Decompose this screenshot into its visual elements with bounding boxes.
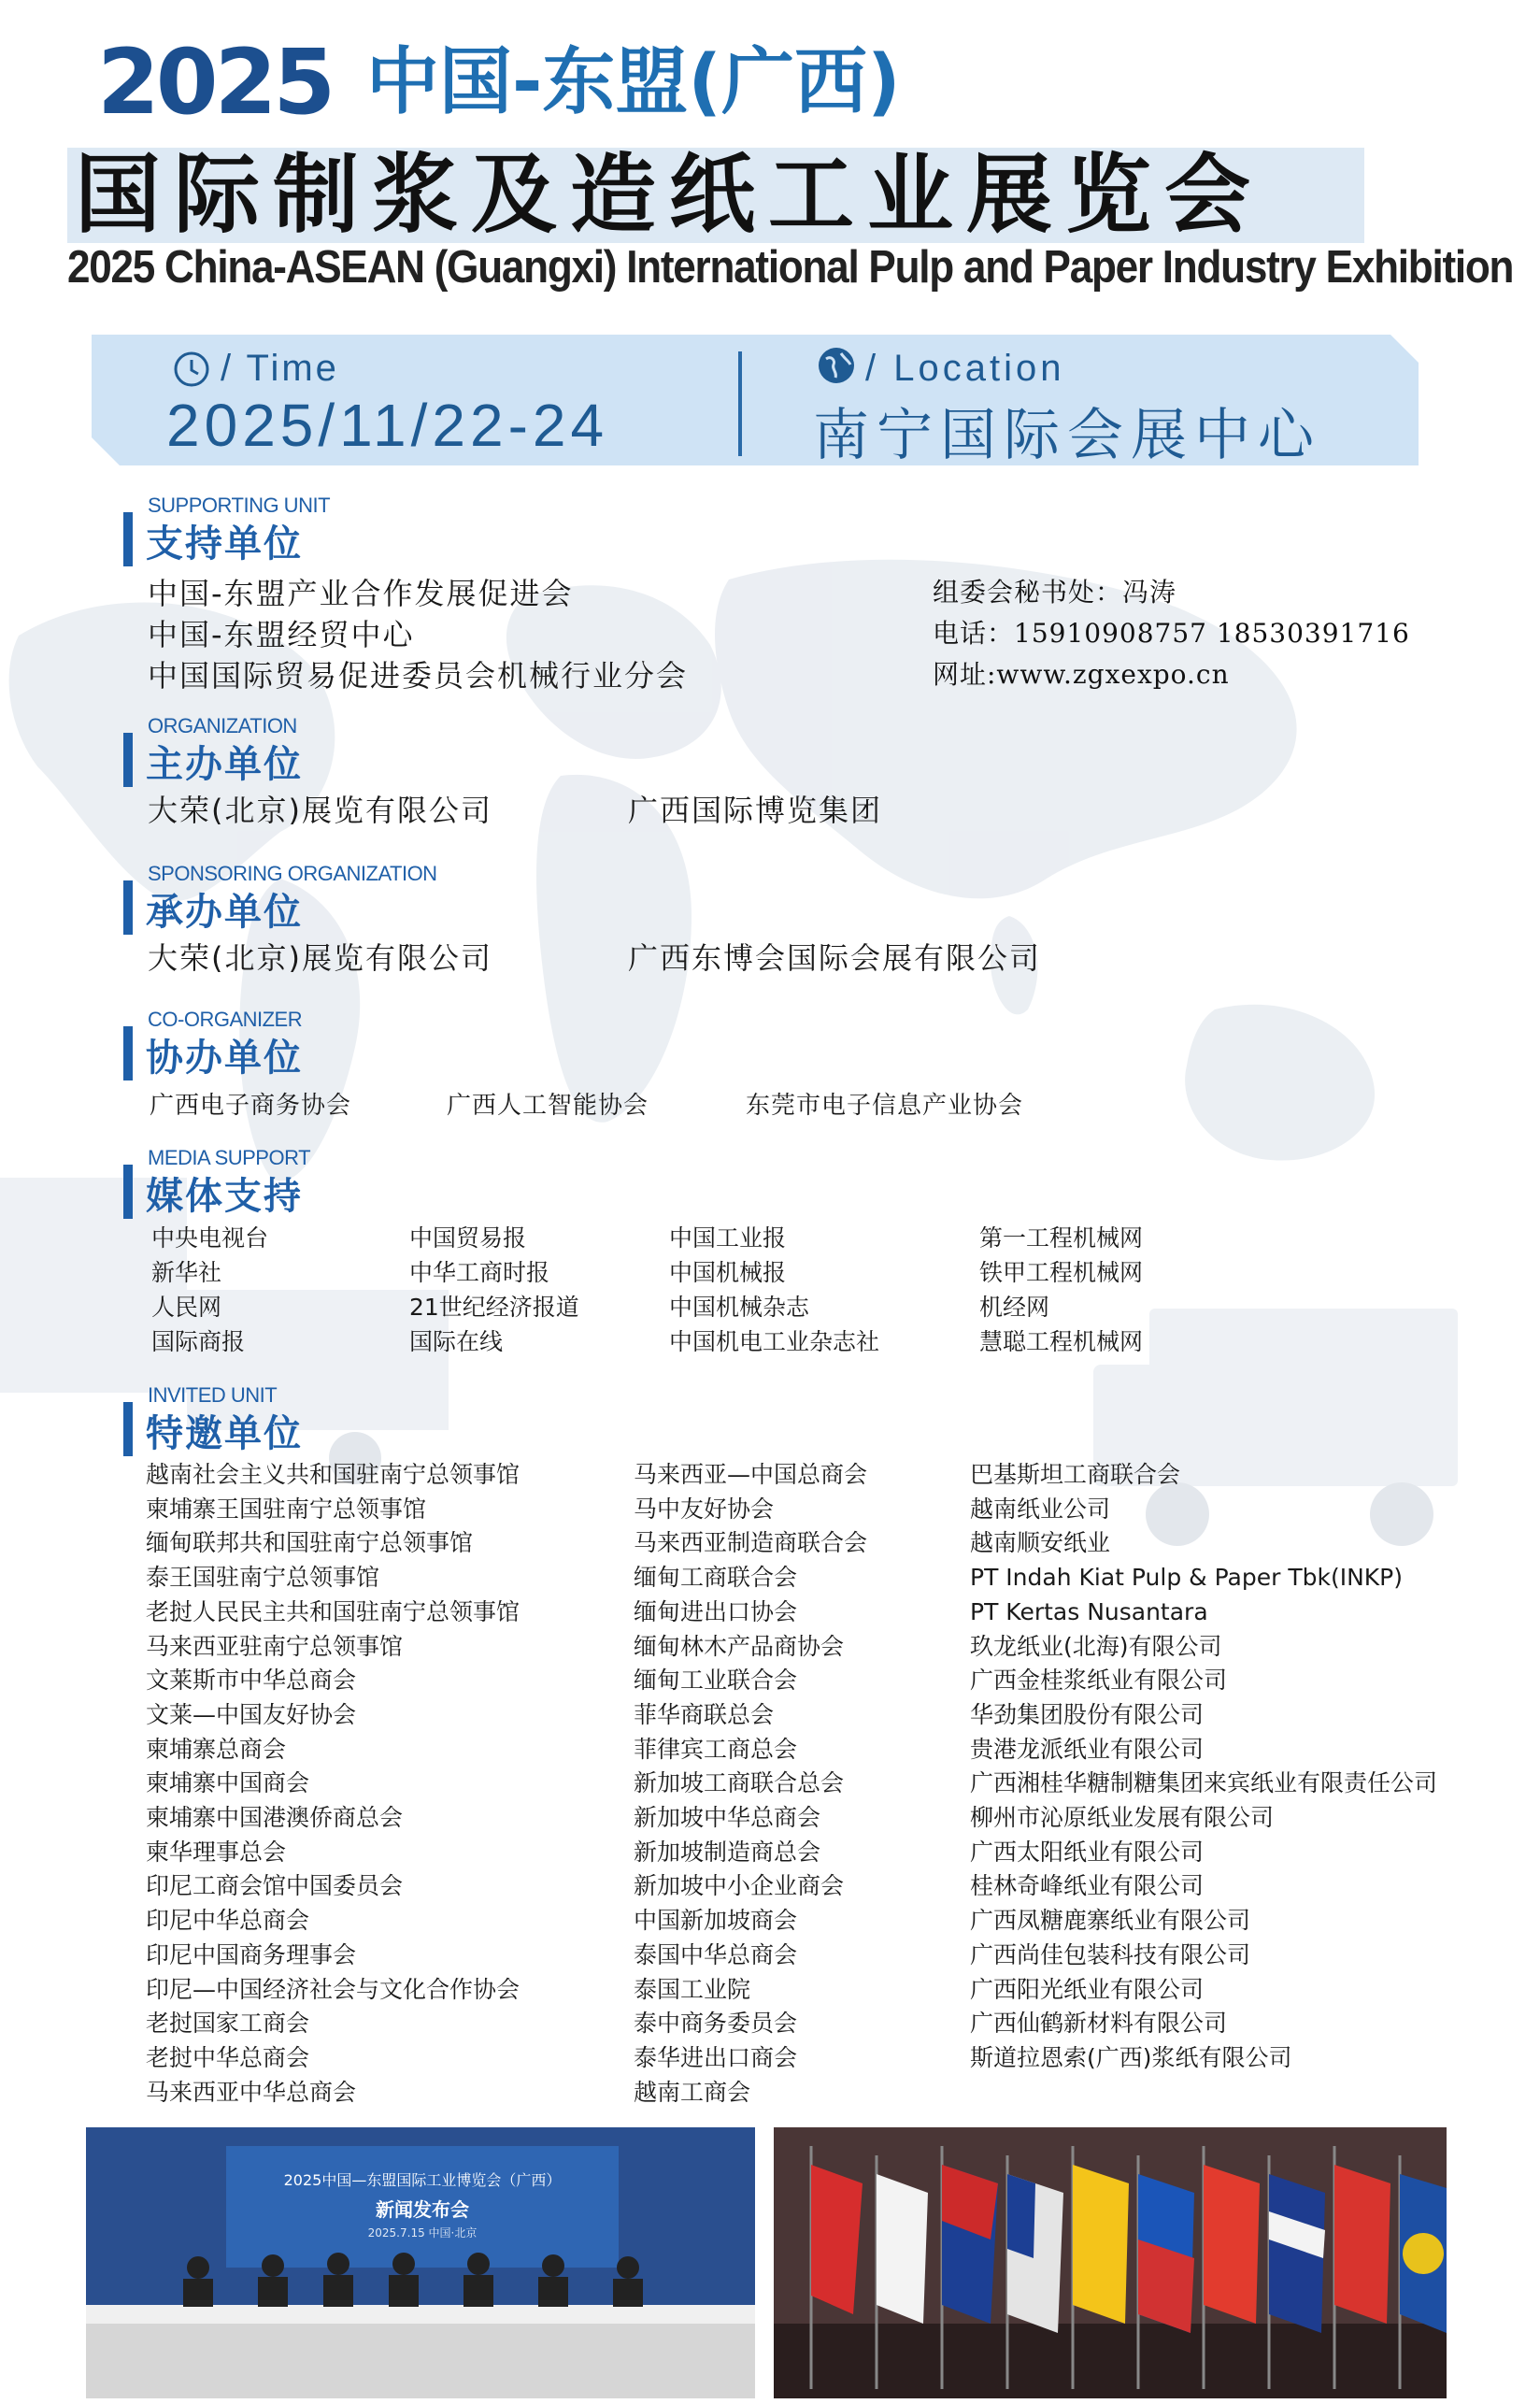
media-item: 国际商报	[151, 1328, 246, 1355]
invited-item: 泰王国驻南宁总领事馆	[146, 1564, 380, 1592]
invited-item: 马来西亚制造商联合会	[634, 1529, 868, 1557]
coorganizer-item: 东莞市电子信息产业协会	[746, 1092, 1024, 1120]
section-cn-title: 主办单位	[146, 743, 303, 786]
contact-phone: 电话：15910908757 18530391716	[933, 618, 1410, 649]
press-screen-line3: 2025.7.15 中国·北京	[367, 2226, 478, 2239]
media-item: 中国工业报	[669, 1224, 787, 1252]
section-cn-title: 支持单位	[146, 522, 303, 565]
contact-website: 网址:www.zgxexpo.cn	[933, 659, 1230, 690]
invited-item: 越南工商会	[634, 2078, 751, 2106]
section-bar	[123, 1026, 133, 1080]
invited-item: 菲律宾工商总会	[634, 1735, 798, 1763]
invited-item: 越南社会主义共和国驻南宁总领事馆	[146, 1461, 520, 1488]
invited-item: 印尼工商会馆中国委员会	[146, 1872, 404, 1900]
asean-flags-photo	[774, 2127, 1447, 2398]
media-item: 中国机械报	[669, 1259, 787, 1286]
section-bar	[123, 880, 133, 935]
invited-item: 新加坡工商联合总会	[634, 1769, 845, 1797]
invited-item: 广西太阳纸业有限公司	[970, 1838, 1205, 1866]
invited-item: 马中友好协会	[634, 1495, 775, 1523]
section-cn-title: 承办单位	[146, 891, 303, 934]
invited-item: 马来西亚驻南宁总领事馆	[146, 1632, 404, 1660]
section-bar	[123, 1402, 133, 1456]
press-screen-line1: 2025中国—东盟国际工业博览会（广西）	[283, 2171, 562, 2189]
title-line-1: 中国-东盟(广西)	[366, 40, 901, 124]
invited-item: 柬华理事总会	[146, 1838, 287, 1866]
coorganizer-item: 广西人工智能协会	[447, 1092, 649, 1120]
invited-item: 老挝人民民主共和国驻南宁总领事馆	[146, 1597, 520, 1625]
invited-item: 印尼中华总商会	[146, 1907, 310, 1935]
invited-item: 广西金桂浆纸业有限公司	[970, 1667, 1228, 1695]
media-item: 中国贸易报	[409, 1224, 527, 1252]
invited-item: 老挝中华总商会	[146, 2043, 310, 2071]
supporting-item: 中国国际贸易促进委员会机械行业分会	[148, 658, 689, 694]
time-value: 2025/11/22-24	[166, 392, 609, 459]
media-column-2	[409, 1221, 579, 1359]
invited-item: 新加坡中小企业商会	[634, 1872, 845, 1900]
organization-item: 广西国际博览集团	[628, 793, 883, 828]
section-en-title: ORGANIZATION	[148, 714, 297, 737]
invited-item: 泰国工业院	[634, 1975, 751, 2003]
media-item: 中央电视台	[151, 1224, 269, 1252]
media-item: 新华社	[151, 1259, 222, 1286]
clock-icon	[170, 348, 213, 394]
sponsoring-item: 广西东博会国际会展有限公司	[628, 940, 1042, 976]
invited-item: 缅甸工业联合会	[634, 1667, 798, 1695]
invited-item: 广西仙鹤新材料有限公司	[970, 2010, 1228, 2038]
globe-icon	[815, 344, 858, 391]
title-line-2: 国际制浆及造纸工业展览会	[67, 148, 1364, 243]
supporting-item: 中国-东盟经贸中心	[148, 617, 415, 652]
invited-item: 玖龙纸业(北海)有限公司	[970, 1632, 1222, 1660]
section-cn-title: 特邀单位	[146, 1412, 303, 1455]
media-item: 中国机电工业杂志社	[669, 1328, 880, 1355]
invited-item: 柳州市沁原纸业发展有限公司	[970, 1804, 1275, 1832]
media-column-1	[151, 1221, 268, 1359]
invited-item: 巴基斯坦工商联合会	[970, 1461, 1181, 1488]
invited-item: 缅甸林木产品商协会	[634, 1632, 845, 1660]
year-logo	[97, 30, 333, 135]
invited-item: 柬埔寨中国港澳侨商总会	[146, 1804, 404, 1832]
invited-item: 缅甸联邦共和国驻南宁总领事馆	[146, 1529, 474, 1557]
invited-item: 柬埔寨总商会	[146, 1735, 287, 1763]
invited-item: 泰华进出口商会	[634, 2043, 798, 2071]
media-column-3	[669, 1221, 879, 1359]
location-value: 南宁国际会展中心	[813, 403, 1321, 468]
invited-item: 印尼中国商务理事会	[146, 1940, 357, 1968]
invited-item: 斯道拉恩索(广西)浆纸有限公司	[970, 2043, 1292, 2071]
media-column-4	[979, 1221, 1143, 1359]
invited-item: 文莱斯市中华总商会	[146, 1667, 357, 1695]
invited-item: 老挝国家工商会	[146, 2010, 310, 2038]
banner-divider	[738, 351, 742, 456]
section-bar	[123, 512, 133, 566]
invited-item: 桂林奇峰纸业有限公司	[970, 1872, 1205, 1900]
invited-item: 菲华商联总会	[634, 1700, 775, 1728]
media-item: 第一工程机械网	[979, 1224, 1144, 1252]
supporting-item: 中国-东盟产业合作发展促进会	[148, 576, 574, 611]
invited-item: 广西凤糖鹿寨纸业有限公司	[970, 1907, 1251, 1935]
invited-item: 广西阳光纸业有限公司	[970, 1975, 1205, 2003]
section-en-title: INVITED UNIT	[148, 1383, 278, 1407]
sponsoring-item: 大荣(北京)展览有限公司	[148, 940, 492, 976]
invited-item: 柬埔寨中国商会	[146, 1769, 310, 1797]
invited-column-1	[146, 1458, 520, 2110]
invited-item: 中国新加坡商会	[634, 1907, 798, 1935]
invited-column-3	[970, 1458, 1437, 2076]
invited-item: 贵港龙派纸业有限公司	[970, 1735, 1205, 1763]
invited-item: 新加坡中华总商会	[634, 1804, 821, 1832]
invited-item: PT Indah Kiat Pulp & Paper Tbk(INKP)	[970, 1564, 1404, 1592]
media-item: 人民网	[151, 1294, 222, 1321]
invited-item: 泰中商务委员会	[634, 2010, 798, 2038]
invited-item: 缅甸工商联合会	[634, 1564, 798, 1592]
press-conference-photo	[86, 2127, 755, 2398]
year-text: 2025	[97, 30, 333, 135]
media-item: 21世纪经济报道	[409, 1294, 579, 1321]
section-en-title: SPONSORING ORGANIZATION	[148, 862, 437, 885]
invited-item: 广西湘桂华糖制糖集团来宾纸业有限责任公司	[970, 1769, 1438, 1797]
location-label: / Location	[865, 348, 1065, 389]
invited-item: 马来西亚中华总商会	[146, 2078, 357, 2106]
english-title: 2025 China-ASEAN (Guangxi) International Pulp and Paper Industry Exhibition	[67, 242, 1514, 293]
section-en-title: MEDIA SUPPORT	[148, 1146, 311, 1169]
section-cn-title: 协办单位	[146, 1037, 303, 1080]
section-cn-title: 媒体支持	[146, 1175, 303, 1218]
media-item: 中国机械杂志	[669, 1294, 810, 1321]
time-label: / Time	[221, 348, 339, 389]
media-item: 中华工商时报	[409, 1259, 550, 1286]
section-bar	[123, 1165, 133, 1219]
invited-item: 新加坡制造商总会	[634, 1838, 821, 1866]
invited-item: 缅甸进出口协会	[634, 1597, 798, 1625]
invited-item: 泰国中华总商会	[634, 1940, 798, 1968]
invited-item: 越南纸业公司	[970, 1495, 1111, 1523]
invited-column-2	[634, 1458, 867, 2110]
invited-item: 柬埔寨王国驻南宁总领事馆	[146, 1495, 427, 1523]
press-screen-line2: 新闻发布会	[376, 2198, 469, 2221]
invited-item: 文莱—中国友好协会	[146, 1700, 357, 1728]
invited-item: 华劲集团股份有限公司	[970, 1700, 1205, 1728]
media-item: 铁甲工程机械网	[979, 1259, 1144, 1286]
section-bar	[123, 733, 133, 787]
media-item: 国际在线	[409, 1328, 504, 1355]
invited-item: PT Kertas Nusantara	[970, 1597, 1208, 1625]
invited-item: 广西尚佳包装科技有限公司	[970, 1940, 1251, 1968]
coorganizer-item: 广西电子商务协会	[150, 1092, 352, 1120]
contact-secretary: 组委会秘书处：冯涛	[933, 577, 1177, 608]
section-en-title: CO-ORGANIZER	[148, 1008, 303, 1031]
organization-item: 大荣(北京)展览有限公司	[148, 793, 492, 828]
invited-item: 马来西亚—中国总商会	[634, 1461, 868, 1488]
section-en-title: SUPPORTING UNIT	[148, 494, 331, 517]
media-item: 慧聪工程机械网	[979, 1328, 1144, 1355]
invited-item: 印尼—中国经济社会与文化合作协会	[146, 1975, 520, 2003]
invited-item: 越南顺安纸业	[970, 1529, 1111, 1557]
media-item: 机经网	[979, 1294, 1050, 1321]
